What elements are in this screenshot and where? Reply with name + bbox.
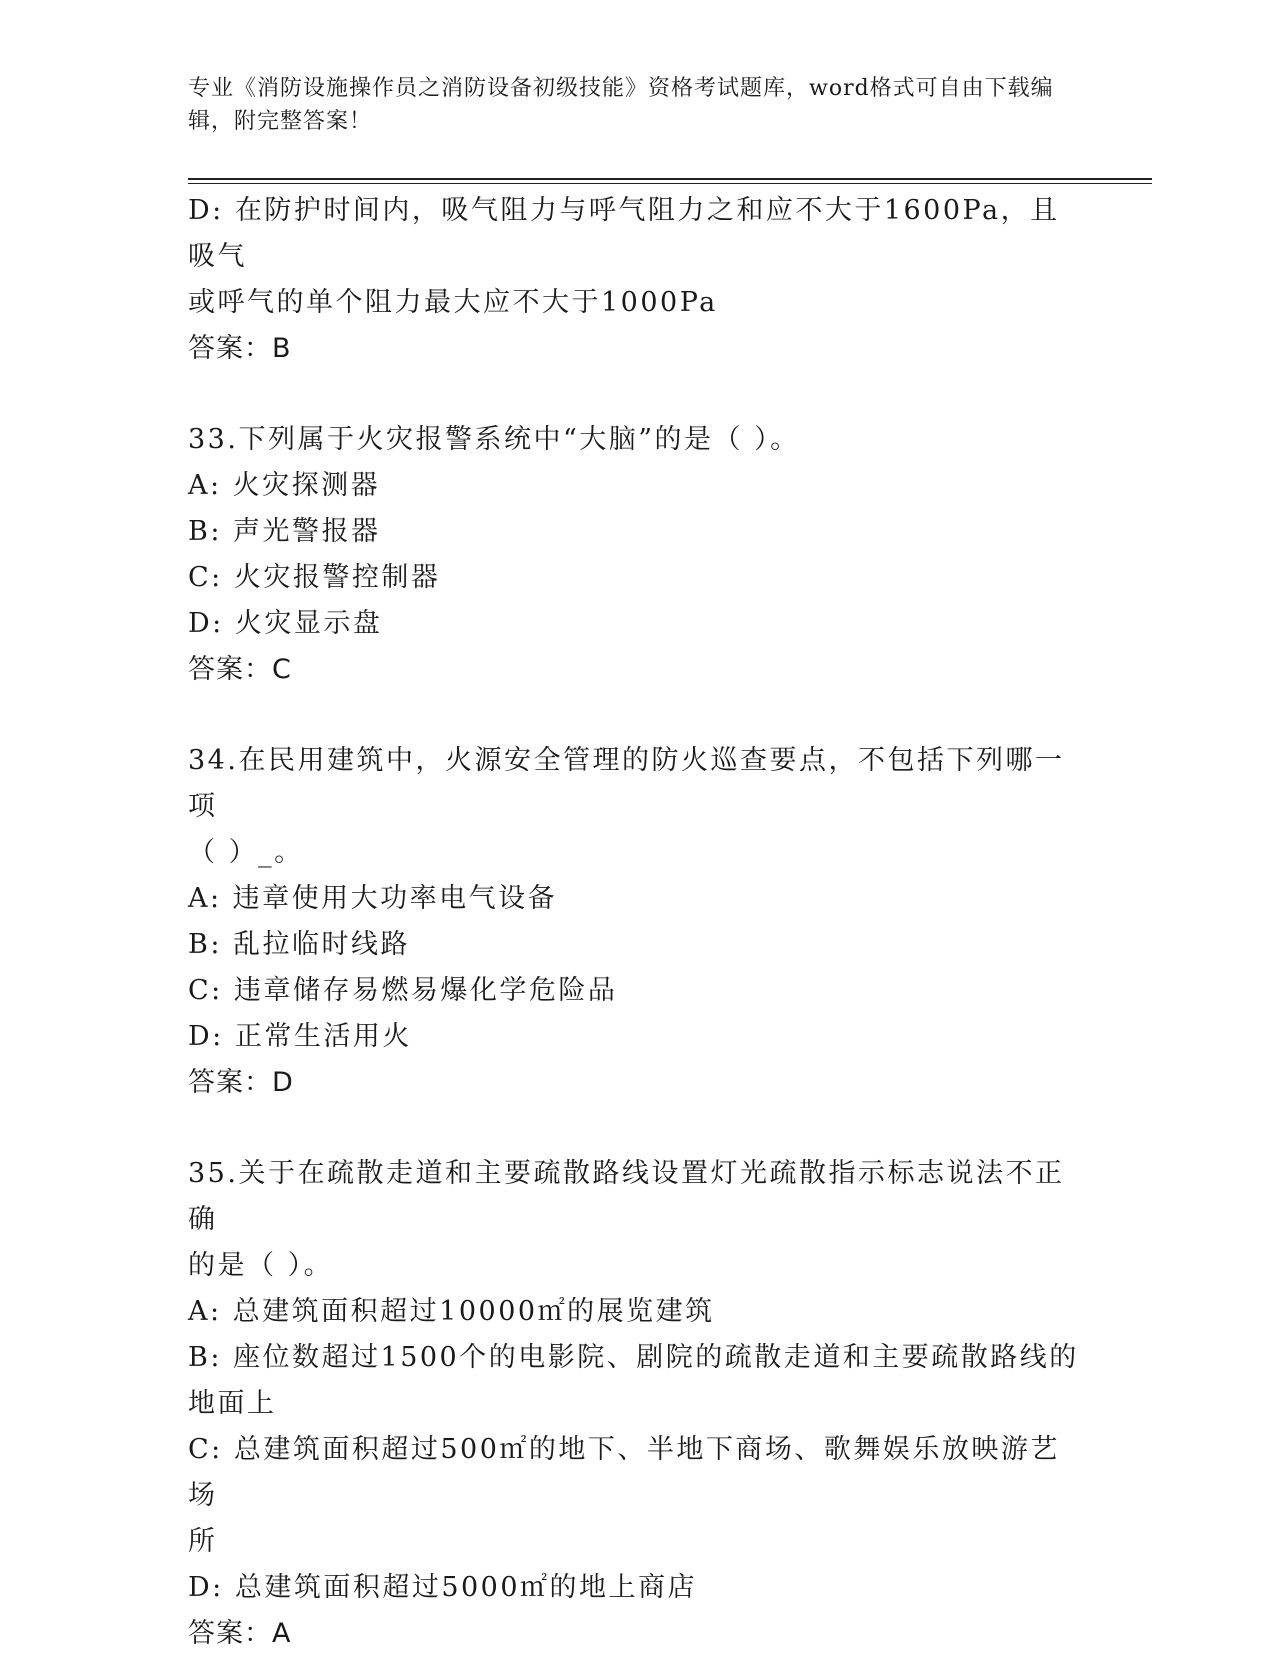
- question-stem-line2: （ ）_。: [188, 837, 304, 868]
- option-c-cont: 所: [188, 1526, 218, 1557]
- option-d: D: 火灾显示盘: [188, 608, 383, 639]
- option-b: B: 声光警报器: [188, 516, 381, 547]
- option-b: B: 座位数超过1500个的电影院、剧院的疏散走道和主要疏散路线的: [188, 1342, 1079, 1373]
- option-d-line2: 或呼气的单个阻力最大应不大于1000Pa: [188, 287, 718, 318]
- option-c: C: 违章储存易燃易爆化学危险品: [188, 975, 618, 1006]
- option-a: A: 火灾探测器: [188, 470, 381, 501]
- question-stem-line1: 34.在民用建筑中，火源安全管理的防火巡查要点，不包括下列哪一项: [188, 745, 1065, 822]
- header-rule-thin: [188, 183, 1152, 184]
- answer-line: 答案：B: [188, 333, 292, 364]
- option-b-cont: 地面上: [188, 1388, 277, 1419]
- option-a: A: 总建筑面积超过10000㎡的展览建筑: [188, 1296, 715, 1327]
- header-rule-thick: [188, 178, 1152, 180]
- question-stem-line1: 35.关于在疏散走道和主要疏散路线设置灯光疏散指示标志说法不正确: [188, 1158, 1065, 1235]
- answer-line: 答案：D: [188, 1067, 294, 1098]
- option-c: C: 火灾报警控制器: [188, 562, 441, 593]
- answer-line: 答案：A: [188, 1618, 292, 1649]
- option-c: C: 总建筑面积超过500㎡的地下、半地下商场、歌舞娱乐放映游艺场: [188, 1434, 1060, 1511]
- option-d-line1: D: 在防护时间内，吸气阻力与呼气阻力之和应不大于1600Pa，且吸气: [188, 195, 1060, 272]
- question-content: [188, 188, 1088, 1657]
- document-header: 专业《消防设施操作员之消防设备初级技能》资格考试题库，word格式可自由下载编辑，附完整答案！: [188, 76, 1054, 134]
- option-d: D: 正常生活用火: [188, 1021, 412, 1052]
- question-34: [188, 738, 1088, 1106]
- option-b: B: 乱拉临时线路: [188, 929, 411, 960]
- question-stem: 33.下列属于火灾报警系统中“大脑”的是（ ）。: [188, 424, 800, 455]
- question-35: [188, 1151, 1088, 1657]
- answer-line: 答案：C: [188, 654, 292, 685]
- question-33: [188, 417, 1088, 693]
- option-d: D: 总建筑面积超过5000㎡的地上商店: [188, 1572, 698, 1603]
- prev-question-tail: [188, 188, 1088, 372]
- question-stem-line2: 的是（ ）。: [188, 1250, 334, 1281]
- option-a: A: 违章使用大功率电气设备: [188, 883, 558, 914]
